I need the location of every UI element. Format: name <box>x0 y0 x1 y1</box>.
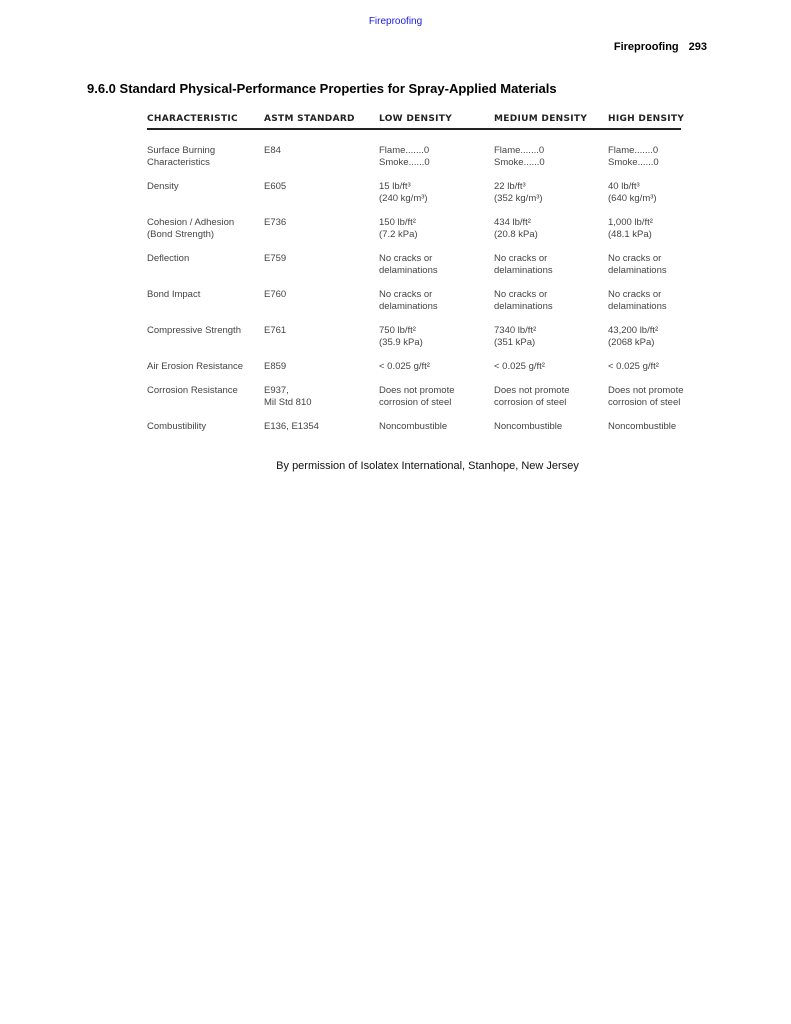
cell-line: E759 <box>264 253 287 264</box>
table-header-row <box>147 114 681 129</box>
table-cell-low <box>379 385 494 421</box>
cell-line: E760 <box>264 289 287 300</box>
table-cell-medium <box>494 361 608 385</box>
table-row <box>147 253 681 289</box>
table-cell-high <box>608 181 681 217</box>
table-cell-high <box>608 385 684 421</box>
table-cell-medium <box>494 325 608 361</box>
cell-line: Smoke......0 <box>608 157 659 168</box>
table-cell-medium <box>494 253 608 289</box>
column-header: CHARACTERISTIC <box>147 114 238 124</box>
cell-line: Does not promote <box>379 385 455 396</box>
table-row <box>147 129 681 181</box>
cell-line: Noncombustible <box>379 421 448 432</box>
cell-line: E761 <box>264 325 287 336</box>
cell-line: E736 <box>264 217 287 228</box>
table-cell-characteristic <box>147 217 264 253</box>
cell-line: No cracks or <box>608 253 662 264</box>
running-title: Fireproofing <box>613 41 679 53</box>
cell-line: Flame.......0 <box>379 145 430 156</box>
table-cell-astm <box>264 421 379 445</box>
table-cell-low <box>379 217 494 253</box>
table-body <box>147 129 684 445</box>
table-cell-astm <box>264 385 379 421</box>
table-cell-astm <box>264 361 379 385</box>
cell-line: < 0.025 g/ft² <box>494 361 545 372</box>
cell-line: corrosion of steel <box>379 397 452 408</box>
table-cell-medium <box>494 217 608 253</box>
table-cell-astm <box>264 217 379 253</box>
cell-line: Noncombustible <box>494 421 563 432</box>
cell-line: No cracks or <box>494 253 548 264</box>
cell-line: < 0.025 g/ft² <box>379 361 430 372</box>
table-cell-low <box>379 421 494 445</box>
cell-line: Flame.......0 <box>494 145 545 156</box>
cell-line: No cracks or <box>608 289 662 300</box>
cell-line: 7340 lb/ft² <box>494 325 537 336</box>
cell-line: (20.8 kPa) <box>494 229 538 240</box>
cell-line: delaminations <box>494 301 553 312</box>
cell-line: E605 <box>264 181 287 192</box>
cell-line: corrosion of steel <box>608 397 681 408</box>
table-row <box>147 325 681 361</box>
cell-line: Surface Burning <box>147 145 216 156</box>
cell-line: delaminations <box>379 265 438 276</box>
cell-line: corrosion of steel <box>494 397 567 408</box>
table-row <box>147 289 681 325</box>
cell-line: Noncombustible <box>608 421 677 432</box>
cell-line: Cohesion / Adhesion <box>147 217 235 228</box>
table-cell-high <box>608 253 681 289</box>
cell-line: < 0.025 g/ft² <box>608 361 659 372</box>
cell-line: 434 lb/ft² <box>494 217 531 228</box>
table-cell-low <box>379 129 494 181</box>
cell-line: Does not promote <box>494 385 570 396</box>
cell-line: Corrosion Resistance <box>147 385 238 396</box>
cell-line: Bond Impact <box>147 289 201 300</box>
column-header: HIGH DENSITY <box>608 114 685 124</box>
table-cell-characteristic <box>147 421 264 445</box>
table-cell-high <box>608 325 681 361</box>
table-row <box>147 361 681 385</box>
cell-line: 22 lb/ft³ <box>494 181 526 192</box>
top-fireproofing-link[interactable]: Fireproofing <box>368 16 423 27</box>
table-row <box>147 385 681 421</box>
column-header: LOW DENSITY <box>379 114 453 124</box>
cell-line: E84 <box>264 145 281 156</box>
running-header <box>614 41 707 53</box>
table-cell-characteristic <box>147 129 264 181</box>
table-cell-characteristic <box>147 253 264 289</box>
table-cell-high <box>608 217 681 253</box>
table-row <box>147 421 681 445</box>
table-cell-astm <box>264 129 379 181</box>
cell-line: Combustibility <box>147 421 207 432</box>
column-header: MEDIUM DENSITY <box>494 114 588 124</box>
page-number: 293 <box>688 41 707 53</box>
cell-line: 1,000 lb/ft² <box>608 217 653 228</box>
cell-line: delaminations <box>608 301 667 312</box>
table-cell-astm <box>264 181 379 217</box>
table-cell-astm <box>264 325 379 361</box>
column-header: ASTM STANDARD <box>264 114 355 124</box>
table-cell-high <box>608 361 681 385</box>
table-cell-astm <box>264 289 379 325</box>
cell-line: (352 kg/m³) <box>494 193 543 204</box>
table-cell-low <box>379 289 494 325</box>
cell-line: Mil Std 810 <box>264 397 312 408</box>
table-row <box>147 181 681 217</box>
cell-line: Deflection <box>147 253 190 264</box>
cell-line: 750 lb/ft² <box>379 325 416 336</box>
table-cell-astm <box>264 253 379 289</box>
cell-line: No cracks or <box>379 289 433 300</box>
table-cell-medium <box>494 385 608 421</box>
table-cell-high <box>608 129 681 181</box>
table-caption: By permission of Isolatex International, Stanhope, New Jersey <box>276 460 579 472</box>
cell-line: 40 lb/ft³ <box>608 181 640 192</box>
cell-line: (7.2 kPa) <box>379 229 418 240</box>
table-cell-medium <box>494 129 608 181</box>
cell-line: E859 <box>264 361 287 372</box>
table-cell-medium <box>494 181 608 217</box>
cell-line: 15 lb/ft³ <box>379 181 411 192</box>
table-cell-high <box>608 289 681 325</box>
cell-line: No cracks or <box>494 289 548 300</box>
table-cell-low <box>379 253 494 289</box>
table-cell-low <box>379 361 494 385</box>
table-cell-characteristic <box>147 385 264 421</box>
cell-line: Compressive Strength <box>147 325 241 336</box>
properties-table <box>147 114 685 445</box>
cell-line: Flame.......0 <box>608 145 659 156</box>
cell-line: delaminations <box>379 301 438 312</box>
cell-line: (48.1 kPa) <box>608 229 652 240</box>
cell-line: 43,200 lb/ft² <box>608 325 659 336</box>
cell-line: E136, E1354 <box>264 421 319 432</box>
table-cell-high <box>608 421 681 445</box>
cell-line: Air Erosion Resistance <box>147 361 244 372</box>
cell-line: (240 kg/m³) <box>379 193 428 204</box>
table-cell-medium <box>494 421 608 445</box>
cell-line: (640 kg/m³) <box>608 193 657 204</box>
cell-line: E937, <box>264 385 289 396</box>
table-cell-low <box>379 325 494 361</box>
table-cell-medium <box>494 289 608 325</box>
cell-line: Smoke......0 <box>379 157 430 168</box>
cell-line: Density <box>147 181 179 192</box>
cell-line: Characteristics <box>147 157 210 168</box>
cell-line: Does not promote <box>608 385 684 396</box>
cell-line: Smoke......0 <box>494 157 545 168</box>
table-cell-characteristic <box>147 361 264 385</box>
cell-line: (351 kPa) <box>494 337 536 348</box>
table-cell-low <box>379 181 494 217</box>
table-cell-characteristic <box>147 289 264 325</box>
section-title: 9.6.0 Standard Physical-Performance Properties for Spray-Applied Materials <box>87 81 557 96</box>
cell-line: delaminations <box>494 265 553 276</box>
cell-line: (35.9 kPa) <box>379 337 423 348</box>
table-cell-characteristic <box>147 181 264 217</box>
cell-line: (Bond Strength) <box>147 229 215 240</box>
cell-line: delaminations <box>608 265 667 276</box>
cell-line: No cracks or <box>379 253 433 264</box>
cell-line: (2068 kPa) <box>608 337 655 348</box>
table-cell-characteristic <box>147 325 264 361</box>
table-row <box>147 217 681 253</box>
cell-line: 150 lb/ft² <box>379 217 416 228</box>
